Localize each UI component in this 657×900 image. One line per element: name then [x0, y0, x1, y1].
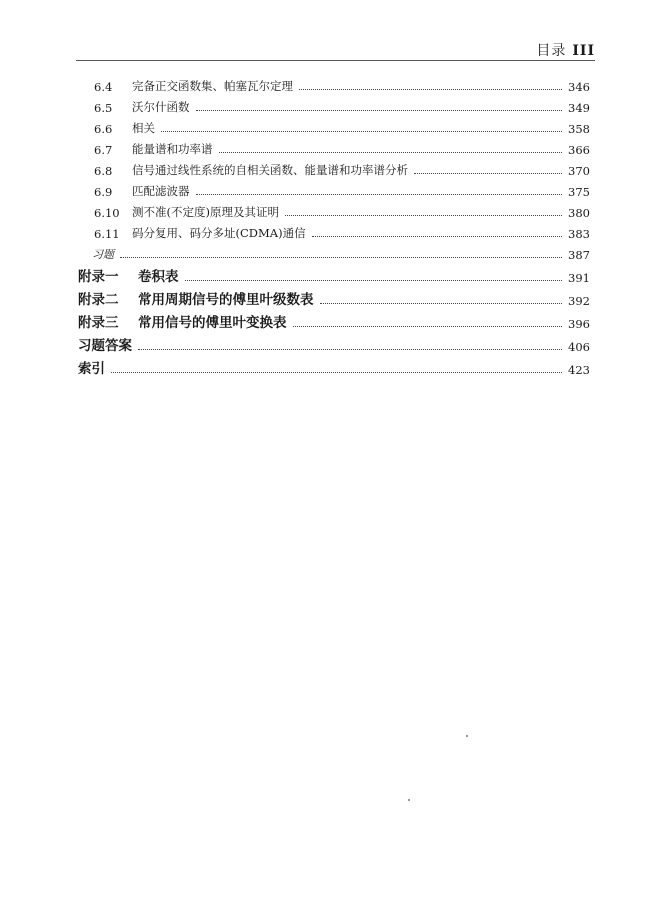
dot-leader — [219, 152, 563, 153]
dot-leader — [312, 236, 562, 237]
toc-entry-title: 测不准(不定度)原理及其证明 — [132, 205, 279, 219]
toc-entry-title: 常用信号的傅里叶变换表 — [138, 315, 287, 331]
header-page-number: III — [572, 43, 595, 59]
toc-appendix-entry[interactable] — [78, 262, 590, 285]
scan-speck — [408, 799, 410, 801]
dot-leader — [414, 173, 562, 174]
toc-entry-number: 6.10 — [94, 206, 120, 220]
toc-entry-page: 387 — [568, 248, 590, 262]
toc-entry-page: 383 — [568, 227, 590, 241]
toc-entry-title: 沃尔什函数 — [132, 100, 190, 114]
toc-entry-page: 358 — [568, 122, 590, 136]
dot-leader — [299, 89, 562, 90]
toc-entry[interactable] — [78, 73, 590, 94]
toc-entry[interactable] — [78, 178, 590, 199]
toc-entry-title: 完备正交函数集、帕塞瓦尔定理 — [132, 79, 293, 93]
toc-entry-page: 423 — [568, 363, 590, 377]
toc-entry-title: 常用周期信号的傅里叶级数表 — [138, 292, 314, 308]
running-header — [76, 40, 595, 61]
toc-entry-page: 392 — [568, 294, 590, 308]
toc-appendix-entry[interactable] — [78, 308, 590, 331]
toc-entry-number: 附录一 — [78, 269, 119, 285]
toc-entry[interactable] — [78, 199, 590, 220]
toc-entry-number: 6.5 — [94, 101, 113, 115]
header-title: 目录 — [536, 43, 567, 59]
toc-entry-title: 信号通过线性系统的自相关函数、能量谱和功率谱分析 — [132, 163, 408, 177]
toc-entry-page: 396 — [568, 317, 590, 331]
toc-entry-page: 370 — [568, 164, 590, 178]
dot-leader — [320, 303, 563, 304]
toc-entry-page: 380 — [568, 206, 590, 220]
toc-index-entry[interactable] — [78, 354, 590, 377]
toc-entry[interactable] — [78, 157, 590, 178]
toc-entry[interactable] — [78, 115, 590, 136]
dot-leader — [285, 215, 562, 216]
toc-entry-number: 6.4 — [94, 80, 113, 94]
toc-answers-entry[interactable] — [78, 331, 590, 354]
toc-entry-title: 能量谱和功率谱 — [132, 142, 213, 156]
toc-entry-title: 习题 — [92, 248, 114, 261]
toc-entry-number: 6.7 — [94, 143, 113, 157]
toc-entry-page: 346 — [568, 80, 590, 94]
toc-entry[interactable] — [78, 94, 590, 115]
toc-entry-number: 6.9 — [94, 185, 113, 199]
running-header-text — [536, 40, 595, 60]
toc-entry[interactable] — [78, 220, 590, 241]
toc-exercises-entry[interactable] — [78, 241, 590, 262]
toc-entry-title: 相关 — [132, 121, 155, 135]
toc-entry-page: 375 — [568, 185, 590, 199]
toc-entry-title: 索引 — [78, 361, 105, 377]
toc-entry-title: 匹配滤波器 — [132, 184, 190, 198]
toc-entry-title: 码分复用、码分多址(CDMA)通信 — [132, 226, 306, 240]
dot-leader — [138, 349, 562, 350]
dot-leader — [196, 194, 563, 195]
toc-entry-number: 附录三 — [78, 315, 119, 331]
toc-entry-page: 366 — [568, 143, 590, 157]
dot-leader — [120, 257, 562, 258]
toc-entry-page: 406 — [568, 340, 590, 354]
dot-leader — [185, 280, 563, 281]
dot-leader — [161, 131, 562, 132]
toc-entry-number: 附录二 — [78, 292, 119, 308]
toc-entry[interactable] — [78, 136, 590, 157]
toc-entry-number: 6.6 — [94, 122, 113, 136]
dot-leader — [196, 110, 563, 111]
toc-entry-number: 6.8 — [94, 164, 113, 178]
dot-leader — [111, 372, 562, 373]
dot-leader — [293, 326, 563, 327]
toc-entry-page: 391 — [568, 271, 590, 285]
table-of-contents — [78, 73, 590, 377]
toc-entry-title: 卷积表 — [138, 269, 179, 285]
scan-speck — [466, 735, 468, 737]
toc-appendix-entry[interactable] — [78, 285, 590, 308]
toc-entry-title: 习题答案 — [78, 338, 132, 354]
toc-entry-number: 6.11 — [94, 227, 120, 241]
toc-entry-page: 349 — [568, 101, 590, 115]
